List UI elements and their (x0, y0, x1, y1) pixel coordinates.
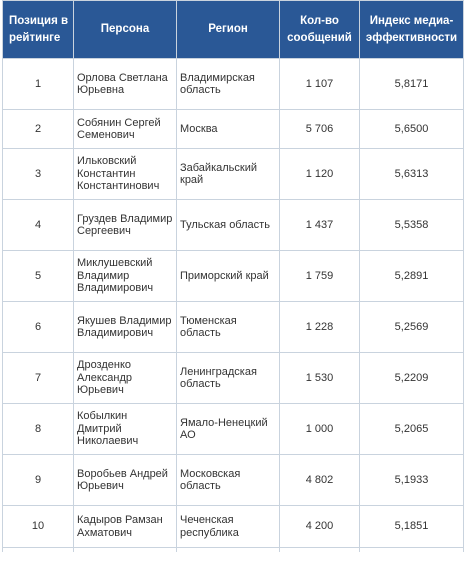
header-message-count: Кол-во сообщений (280, 1, 360, 59)
cell-position: 9 (3, 455, 74, 506)
rating-table (2, 0, 464, 552)
table-row (3, 251, 464, 302)
cell-region: Ямало-Ненецкий АО (177, 404, 280, 455)
cell-media-index: 5,6500 (360, 110, 464, 149)
cell-media-index: 5,2209 (360, 353, 464, 404)
cell-message-count: 1 437 (280, 200, 360, 251)
cell-media-index: 5,6313 (360, 149, 464, 200)
cell-position: 4 (3, 200, 74, 251)
table-header (3, 1, 464, 59)
cell-message-count (280, 548, 360, 553)
table-row (3, 302, 464, 353)
cell-media-index: 5,1933 (360, 455, 464, 506)
cell-person: Кобылкин Дмитрий Николаевич (74, 404, 177, 455)
cell-position: 7 (3, 353, 74, 404)
table-row (3, 59, 464, 110)
cell-position: 1 (3, 59, 74, 110)
cell-message-count: 1 530 (280, 353, 360, 404)
cell-position: 6 (3, 302, 74, 353)
cell-region: Чеченская республика (177, 506, 280, 548)
cell-position: 10 (3, 506, 74, 548)
cell-message-count: 4 802 (280, 455, 360, 506)
cell-media-index: 5,8171 (360, 59, 464, 110)
table-row (3, 506, 464, 548)
cell-position (3, 548, 74, 553)
cell-media-index: 5,5358 (360, 200, 464, 251)
cell-media-index: 5,2569 (360, 302, 464, 353)
table-row (3, 110, 464, 149)
cell-message-count: 4 200 (280, 506, 360, 548)
table-body (3, 59, 464, 553)
cell-media-index (360, 548, 464, 553)
cell-person (74, 548, 177, 553)
header-media-index: Индекс медиа-эффективности (360, 1, 464, 59)
cell-region: Москва (177, 110, 280, 149)
cell-media-index: 5,1851 (360, 506, 464, 548)
cell-person: Собянин Сергей Семенович (74, 110, 177, 149)
cell-person: Миклушевский Владимир Владимирович (74, 251, 177, 302)
cell-person: Воробьев Андрей Юрьевич (74, 455, 177, 506)
cell-media-index: 5,2065 (360, 404, 464, 455)
cell-position: 5 (3, 251, 74, 302)
cell-message-count: 5 706 (280, 110, 360, 149)
cell-message-count: 1 228 (280, 302, 360, 353)
cell-media-index: 5,2891 (360, 251, 464, 302)
cell-message-count: 1 759 (280, 251, 360, 302)
cell-region: Приморский край (177, 251, 280, 302)
table-row (3, 200, 464, 251)
cell-region: Ленинградская область (177, 353, 280, 404)
header-region: Регион (177, 1, 280, 59)
cell-person: Якушев Владимир Владимирович (74, 302, 177, 353)
cell-message-count: 1 107 (280, 59, 360, 110)
header-position: Позиция в рейтинге (3, 1, 74, 59)
cell-region: Забайкальский край (177, 149, 280, 200)
cell-message-count: 1 000 (280, 404, 360, 455)
cell-position: 8 (3, 404, 74, 455)
cell-person: Груздев Владимир Сергеевич (74, 200, 177, 251)
cell-region: Московская область (177, 455, 280, 506)
cell-message-count: 1 120 (280, 149, 360, 200)
table-row-partial (3, 548, 464, 553)
cell-person: Орлова Светлана Юрьевна (74, 59, 177, 110)
cell-person: Ильковский Константин Константинович (74, 149, 177, 200)
table-row (3, 404, 464, 455)
table-row (3, 149, 464, 200)
cell-region: Тульская область (177, 200, 280, 251)
cell-region: Владимирская область (177, 59, 280, 110)
header-person: Персона (74, 1, 177, 59)
cell-person: Кадыров Рамзан Ахматович (74, 506, 177, 548)
table-row (3, 455, 464, 506)
table-row (3, 353, 464, 404)
cell-position: 3 (3, 149, 74, 200)
cell-region: Тюменская область (177, 302, 280, 353)
cell-person: Дрозденко Александр Юрьевич (74, 353, 177, 404)
cell-position: 2 (3, 110, 74, 149)
cell-region (177, 548, 280, 553)
